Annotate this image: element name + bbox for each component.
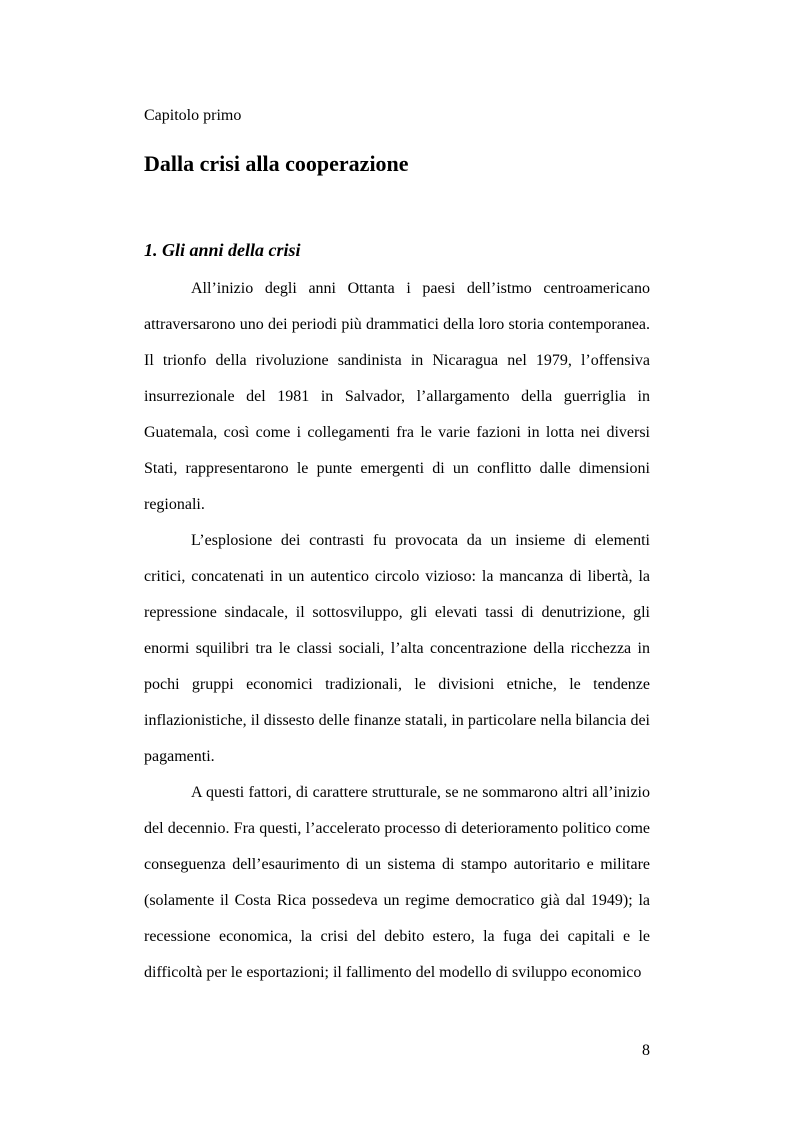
- chapter-label: Capitolo primo: [144, 107, 242, 124]
- chapter-title: Dalla crisi alla cooperazione: [144, 151, 409, 176]
- page-number: 8: [642, 1042, 650, 1059]
- section-heading: 1. Gli anni della crisi: [144, 240, 301, 260]
- paragraph-1: All’inizio degli anni Ottanta i paesi dell’istmo centroamericano attraversarono uno dei periodi più drammatici della loro storia contemporanea. Il trionfo della rivoluzione sandinista in Nicaragua nel 1979, l’offensiva insurrezionale del 1981 in Salvador, l’allargamento della guerriglia in Guatemala, così come i collegamenti fra le varie fazioni in lotta nei diversi Stati, rappresentarono le punte emergenti di un conflitto dalle dimensioni regionali.: [144, 280, 650, 513]
- body-text: [144, 271, 650, 991]
- paragraph-2: L’esplosione dei contrasti fu provocata da un insieme di elementi critici, concatenati in un autentico circolo vizioso: la mancanza di libertà, la repressione sindacale, il sottosviluppo, gli elevati tassi di denutrizione, gli enormi squilibri tra le classi sociali, l’alta concentrazione della ricchezza in pochi gruppi economici tradizionali, le divisioni etniche, le tendenze inflazionistiche, il dissesto delle finanze statali, in particolare nella bilancia dei pagamenti.: [144, 532, 650, 765]
- paragraph-3: A questi fattori, di carattere strutturale, se ne sommarono altri all’inizio del decennio. Fra questi, l’accelerato processo di deterioramento politico come conseguenza dell’esaurimento di un sistema di stampo autoritario e militare (solamente il Costa Rica possedeva un regime democratico già dal 1949); la recessione economica, la crisi del debito estero, la fuga dei capitali e le difficoltà per le esportazioni; il fallimento del modello di sviluppo economico: [144, 784, 650, 981]
